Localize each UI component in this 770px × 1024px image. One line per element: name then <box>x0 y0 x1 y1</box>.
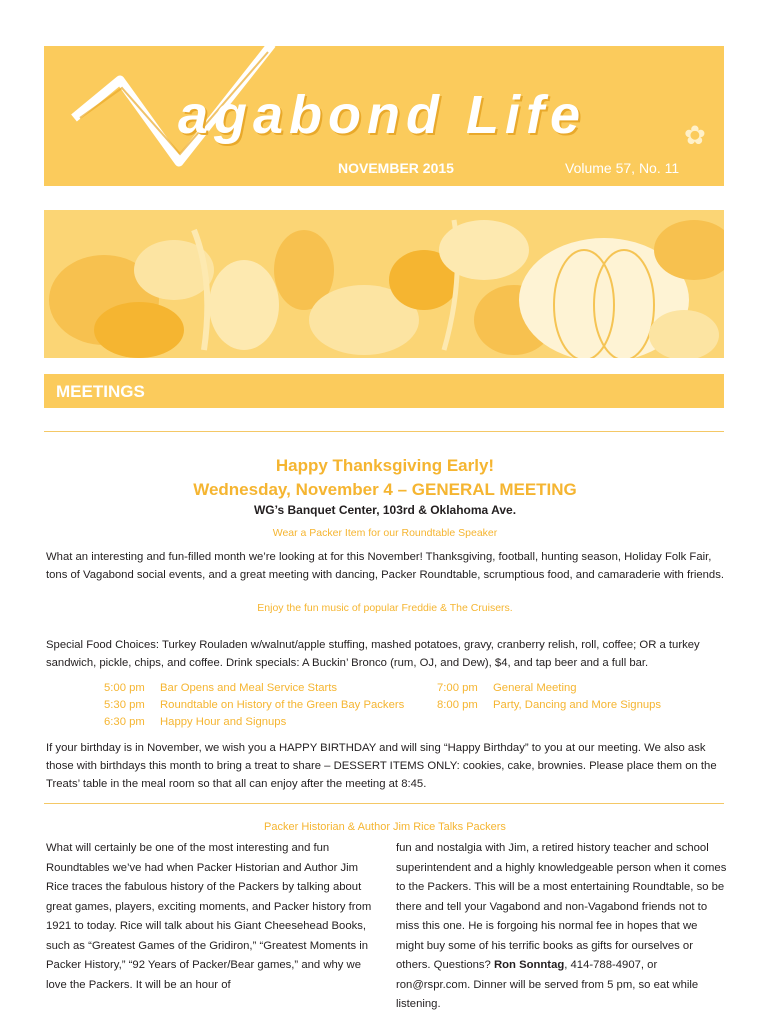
clover-icon: ✿ <box>684 120 706 150</box>
contact-name: Ron Sonntag <box>493 959 565 971</box>
schedule-left <box>104 680 404 731</box>
article-column-left: What will certainly be one of the most interesting and fun Roundtables we’ve had when Packer Historian and Author Jim Rice traces the fabulous history of the Packers by talking about great games, players, exciting moments, and Packer history from 1921 to today. Rice will talk about his Giant Cheesehead Books, such as “Greatest Games of the Gridiron,” “Greatest Moments in Packer History,” “92 Years of Packer/Bear games,” and why we love the Packers. It will be an hour of <box>46 842 372 991</box>
schedule-row: 8:00 pm Party, Dancing and More Signups <box>437 699 662 711</box>
headline: Happy Thanksgiving Early! <box>275 456 495 475</box>
masthead-title: agabond Life <box>178 85 586 145</box>
section-bar <box>44 374 724 408</box>
meeting-title: Wednesday, November 4 – GENERAL MEETING <box>193 480 577 499</box>
issue-date: NOVEMBER 2015 <box>338 160 454 176</box>
harvest-banner-image <box>44 210 724 358</box>
food-paragraph: Special Food Choices: Turkey Rouladen w/walnut/apple stuffing, mashed potatoes, gravy, cranberry relish, roll, coffee; OR a turkey sandwich, pickle, chips, and coffee. Drink specials: A Buckin’ Bronco (rum, OJ, and Dew), $4, and tap beer and a full bar. <box>46 639 700 669</box>
schedule-row: 5:00 pm Bar Opens and Meal Service Starts <box>104 682 338 694</box>
section-title: MEETINGS <box>56 382 145 401</box>
article-heading: Packer Historian & Author Jim Rice Talks Packers <box>264 821 506 833</box>
music-note: Enjoy the fun music of popular Freddie & The Cruisers. <box>257 602 513 614</box>
packer-item-note: Wear a Packer Item for our Roundtable Speaker <box>272 527 498 539</box>
divider <box>44 803 724 804</box>
intro-paragraph: What an interesting and fun-filled month we’re looking at for this November! Thanksgiving, football, hunting season, Holiday Folk Fair, tons of Vagabond social events, and a great meeting with dancing, Packer Roundtable, scrumptious food, and camaraderie with friends. <box>46 551 725 581</box>
schedule-row: 6:30 pm Happy Hour and Signups <box>104 716 287 728</box>
venue: WG’s Banquet Center, 103rd & Oklahoma Ave. <box>253 503 517 517</box>
schedule-right <box>437 680 661 714</box>
birthday-paragraph: If your birthday is in November, we wish you a HAPPY BIRTHDAY and will sing “Happy Birthday” to you at our meeting. We also ask those with birthdays this month to bring a treat to share – DESSERT ITEMS ONLY: cookies, cake, brownies. Please place them on the Treats’ table in the meal room so that all can enjoy after the meeting at 8:45. <box>46 742 717 790</box>
schedule-row: 5:30 pm Roundtable on History of the Green Bay Packers <box>104 699 405 711</box>
schedule-row: 7:00 pm General Meeting <box>437 682 577 694</box>
article-column-right: fun and nostalgia with Jim, a retired history teacher and school superintendent and a highly knowledgeable person when it comes to the Packers. This will be a most entertaining Roundtable, so be there and tell your Vagabond and non-Vagabond friends not to miss this one. He is forgoing his normal fee in hopes that we might buy some of his terrific books as gifts for ourselves or others. Questions? Ron Sonntag, 414-788-4907, or ron@rspr.com. Dinner will be served from 5 pm, so eat while listening. <box>396 842 727 1010</box>
issue-volume: Volume 57, No. 11 <box>565 160 680 176</box>
divider <box>44 431 724 432</box>
